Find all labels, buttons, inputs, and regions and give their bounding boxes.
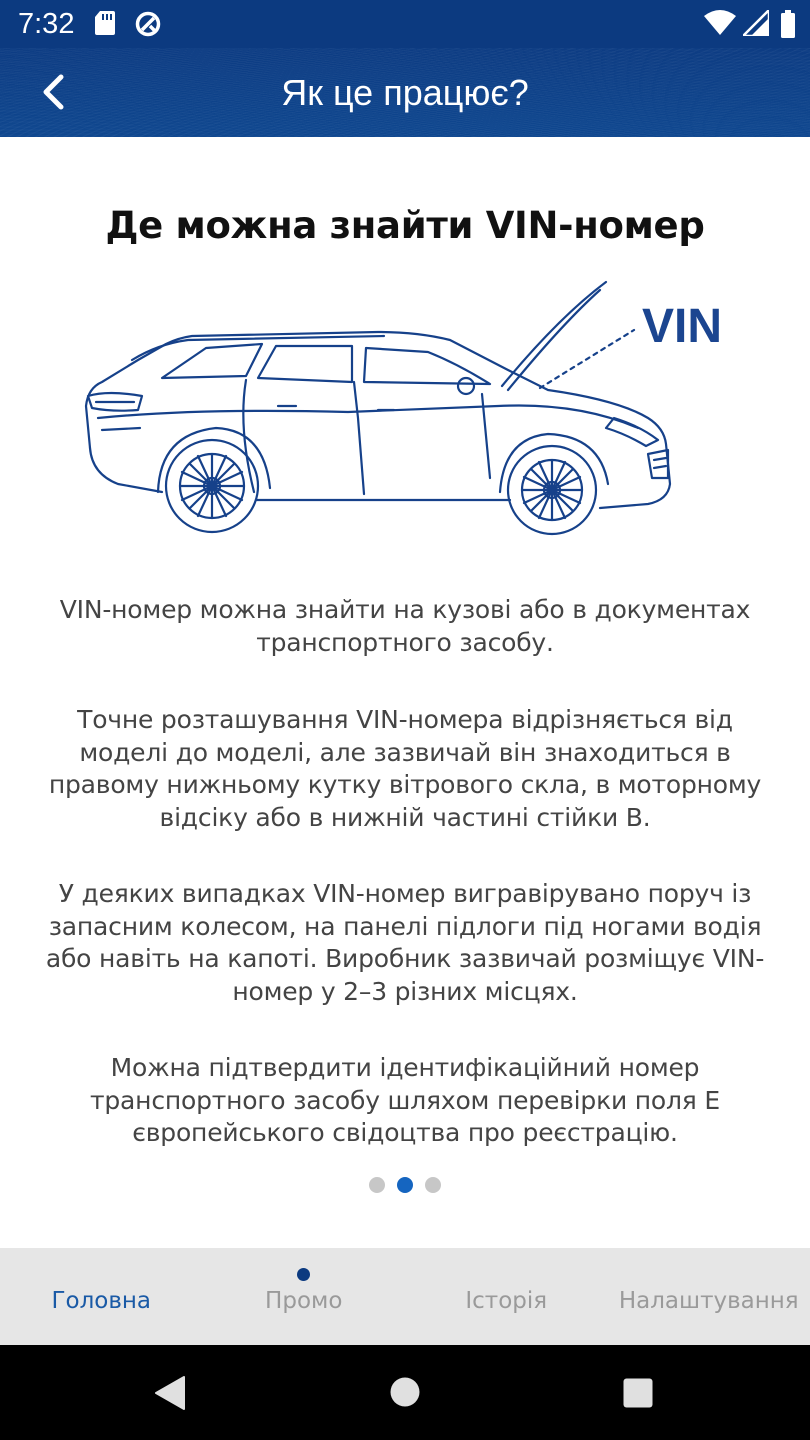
nav-item-label: Головна	[51, 1287, 152, 1314]
page-dot[interactable]	[425, 1177, 441, 1193]
nav-item-promo[interactable]	[203, 1248, 406, 1345]
nav-item-label: Історія	[465, 1287, 548, 1314]
sync-icon	[134, 10, 162, 43]
notification-dot	[297, 1268, 310, 1281]
page-dot-active[interactable]	[397, 1177, 413, 1193]
car-illustration	[78, 278, 738, 553]
back-button[interactable]	[26, 66, 82, 122]
status-time: 7:32	[18, 8, 75, 40]
system-home-icon[interactable]	[389, 1376, 421, 1413]
system-navigation-bar	[0, 1345, 810, 1440]
bottom-navigation	[0, 1248, 810, 1345]
vin-label: VIN	[642, 300, 723, 353]
sd-card-icon	[94, 10, 116, 41]
section-heading: Де можна знайти VIN-номер	[105, 204, 705, 247]
info-paragraph: У деяких випадках VIN-номер вигравірувано поруч із запасним колесом, на панелі підлоги під ногами водія або навіть на капоті. Виробник зазвичай розміщує VIN-номер у 2–3 різних місцях.	[45, 879, 765, 1006]
nav-item-home[interactable]	[0, 1248, 203, 1345]
page-title: Як це працює?	[281, 71, 529, 113]
nav-item-history[interactable]	[405, 1248, 608, 1345]
wifi-icon	[704, 10, 736, 41]
page-indicator	[0, 1177, 810, 1193]
nav-item-label: Промо	[265, 1287, 343, 1314]
info-paragraph: Точне розташування VIN-номера відрізняється від моделі до моделі, але зазвичай він знаходиться в правому нижньому кутку вітрового скла, в моторному відсіку або в нижній частині стійки B.	[48, 705, 762, 832]
chevron-left-icon	[39, 74, 69, 115]
nav-item-settings[interactable]	[608, 1248, 810, 1345]
page-dot[interactable]	[369, 1177, 385, 1193]
info-paragraph: Можна підтвердити ідентифікаційний номер транспортного засобу шляхом перевірки поля E європейського свідоцтва про реєстрацію.	[90, 1053, 720, 1147]
status-bar	[0, 0, 810, 48]
info-paragraph: VIN-номер можна знайти на кузові або в документах транспортного засобу.	[59, 595, 751, 657]
signal-icon	[743, 10, 769, 41]
app-bar	[0, 48, 810, 137]
system-back-icon[interactable]	[152, 1375, 186, 1416]
battery-icon	[780, 10, 796, 43]
system-recents-icon[interactable]	[622, 1377, 654, 1414]
nav-item-label: Налаштування	[618, 1287, 799, 1314]
